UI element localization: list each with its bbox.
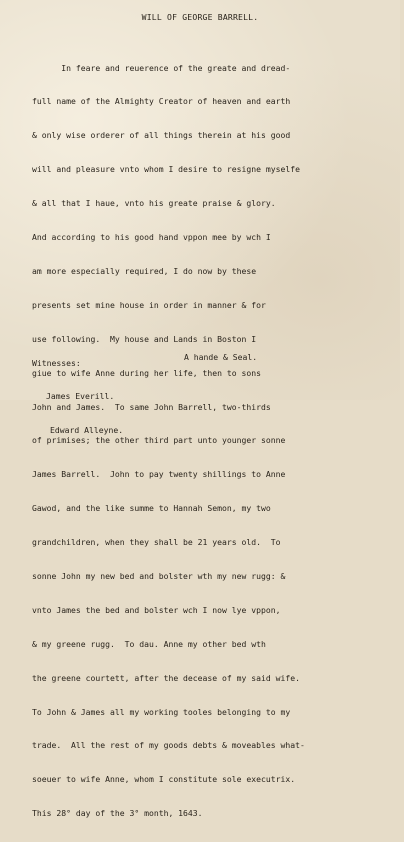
will-line-21: trade. All the rest of my goods debts & moveables what- [32, 740, 305, 751]
will-line-11: John and James. To same John Barrell, two-thirds [32, 401, 271, 412]
will-line-12: of primises; the other third part unto younger sonne [32, 435, 286, 446]
will-line-7: am more especially required, I do now by these [32, 265, 257, 276]
will-line-5: & all that I haue, vnto his greate praise & glory. [32, 198, 276, 209]
will-line-22: soeuer to wife Anne, whom I constitute sole executrix. [32, 774, 296, 785]
will-line-2: full name of the Almighty Creator of heaven and earth [32, 96, 291, 107]
will-line-6: And according to his good hand vppon mee by wch I [32, 232, 271, 243]
will-line-10: giue to wife Anne during her life, then to sons [32, 367, 262, 378]
witness-2: Edward Alleyne. [50, 425, 124, 436]
will-line-3: & only wise orderer of all things therein at his good [32, 130, 291, 141]
will-line-20: To John & James all my working tooles belonging to my [32, 706, 291, 717]
will-line-13: James Barrell. John to pay twenty shillings to Anne [32, 469, 286, 480]
document-title: WILL OF GEORGE BARRELL. [141, 12, 259, 22]
seal-text: A hande & Seal. [184, 352, 258, 362]
will-line-15: grandchildren, when they shall be 21 years old. To [32, 537, 281, 548]
witness-1: James Everill. [46, 391, 115, 402]
will-line-8: presents set mine house in order in manner & for [32, 299, 266, 310]
will-line-1: In feare and reuerence of the greate and dread- [32, 62, 291, 73]
will-line-23: This 28° day of the 3° month, 1643. [32, 808, 203, 819]
will-line-19: the greene courtett, after the decease of my said wife. [32, 672, 301, 683]
will-line-14: Gawod, and the like summe to Hannah Semon, my two [32, 503, 271, 514]
witnesses-label: Witnesses: [32, 357, 81, 368]
will-line-17: vnto James the bed and bolster wch I now lye vppon, [32, 604, 281, 615]
will-line-18: & my greene rugg. To dau. Anne my other bed wth [32, 638, 266, 649]
will-line-4: will and pleasure vnto whom I desire to resigne myselfe [32, 164, 301, 175]
will-line-16: sonne John my new bed and bolster wth my new rugg: & [32, 570, 286, 581]
will-line-9: use following. My house and Lands in Boston I [32, 333, 257, 344]
